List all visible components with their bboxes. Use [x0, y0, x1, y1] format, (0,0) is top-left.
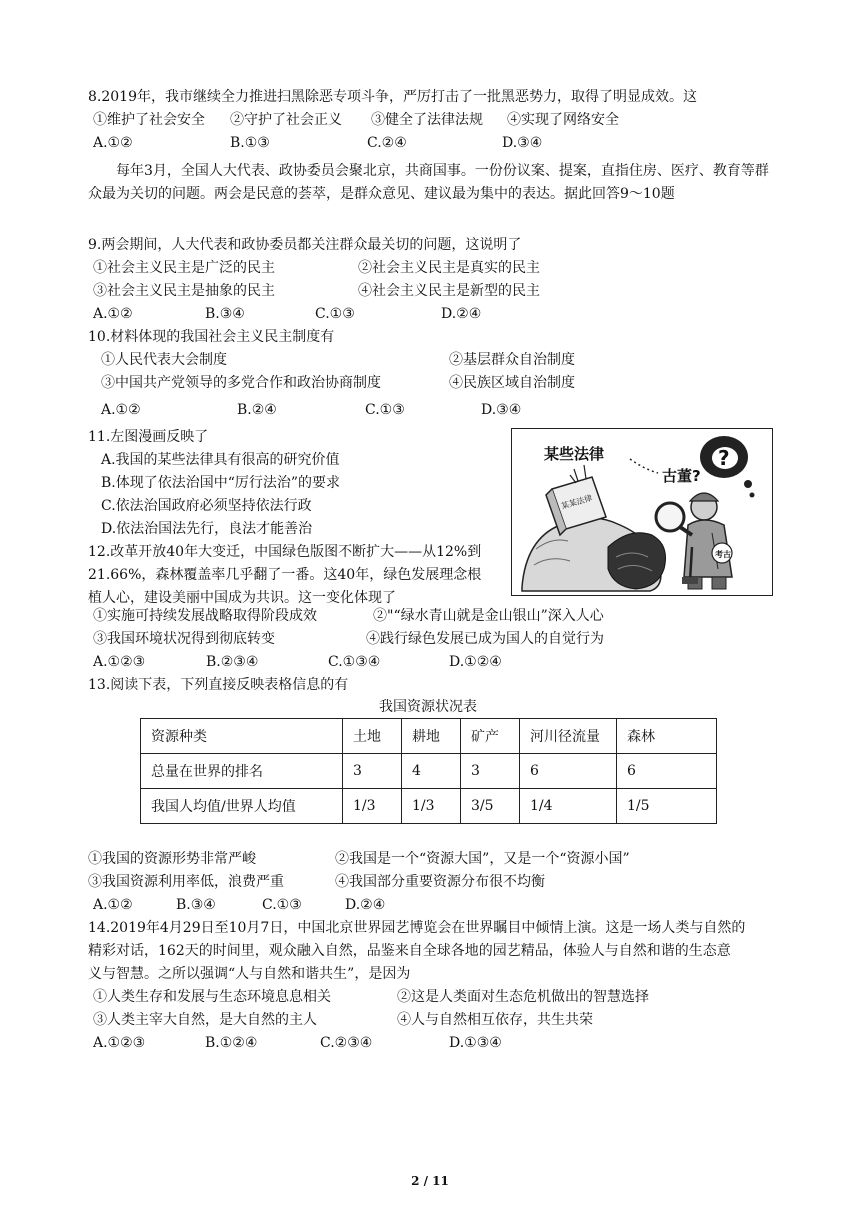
table-header-cell: 矿产 — [461, 719, 520, 754]
table-cell: 3 — [343, 754, 402, 789]
q11-choice-b: B.体现了依法治国中“厉行法治”的要求 — [101, 475, 341, 491]
table-header-cell: 土地 — [343, 719, 402, 754]
q13-option-1: ①我国的资源形势非常严峻 — [88, 851, 256, 867]
q12-stem-line-2: 21.66%，森林覆盖率几乎翻了一番。这40年，绿色发展理念根 — [88, 567, 482, 583]
question-mark-icon: ? — [718, 446, 730, 470]
q14-choice-b: B.①②④ — [205, 1035, 258, 1051]
q12-choice-a: A.①②③ — [93, 654, 146, 670]
q10-choice-a: A.①② — [101, 402, 141, 418]
table-row — [141, 754, 717, 789]
q13-option-4: ④我国部分重要资源分布很不均衡 — [335, 874, 545, 890]
q9-option-2: ②社会主义民主是真实的民主 — [358, 260, 540, 276]
q8-choice-d: D.③④ — [502, 135, 543, 151]
q9-option-4: ④社会主义民主是新型的民主 — [358, 283, 540, 299]
q14-option-4: ④人与自然相互依存，共生共荣 — [397, 1012, 593, 1028]
table-header-cell: 森林 — [617, 719, 717, 754]
q10-option-4: ④民族区域自治制度 — [449, 375, 575, 391]
q8-choice-b: B.①③ — [230, 135, 270, 151]
q12-option-4: ④践行绿色发展已成为国人的自觉行为 — [366, 631, 604, 647]
table-header-cell: 资源种类 — [141, 719, 343, 754]
table-row — [141, 789, 717, 824]
q10-choice-c: C.①③ — [365, 402, 405, 418]
table-cell: 我国人均值/世界人均值 — [141, 789, 343, 824]
q10-choice-d: D.③④ — [481, 402, 522, 418]
q9-option-1: ①社会主义民主是广泛的民主 — [93, 260, 275, 276]
q10-stem: 10.材料体现的我国社会主义民主制度有 — [88, 329, 335, 345]
q9-choice-a: A.①② — [93, 306, 133, 322]
q9-choice-c: C.①③ — [315, 306, 355, 322]
q8-option-2: ②守护了社会正义 — [230, 112, 342, 128]
resource-table — [140, 718, 717, 824]
q12-option-1: ①实施可持续发展战略取得阶段成效 — [93, 608, 317, 624]
q11-choice-a: A.我国的某些法律具有很高的研究价值 — [101, 452, 340, 468]
table-cell: 1/3 — [402, 789, 461, 824]
q9-stem: 9.两会期间，人大代表和政协委员都关注群众最关切的问题，这说明了 — [88, 237, 522, 253]
table-title: 我国资源状况表 — [379, 699, 477, 715]
q10-option-3: ③中国共产党领导的多党合作和政治协商制度 — [101, 375, 381, 391]
page-number: 2 / 11 — [411, 1174, 449, 1188]
q9-option-3: ③社会主义民主是抽象的民主 — [93, 283, 275, 299]
table-cell: 1/5 — [617, 789, 717, 824]
q9-choice-b: B.③④ — [205, 306, 245, 322]
table-cell: 3 — [461, 754, 520, 789]
q14-choice-c: C.②③④ — [320, 1035, 373, 1051]
q12-stem-line-1: 12.改革开放40年大变迁，中国绿色版图不断扩大——从12%到 — [88, 544, 482, 560]
q8-option-1: ①维护了社会安全 — [93, 112, 205, 128]
old-man-figure — [522, 518, 666, 591]
q13-choice-a: A.①② — [93, 897, 133, 913]
q14-choice-a: A.①②③ — [93, 1035, 146, 1051]
q14-option-2: ②这是人类面对生态危机做出的智慧选择 — [397, 989, 649, 1005]
q14-stem-line-3: 义与智慧。之所以强调“人与自然和谐共生”，是因为 — [88, 966, 411, 982]
q14-choice-d: D.①③④ — [449, 1035, 502, 1051]
q13-stem: 13.阅读下表，下列直接反映表格信息的有 — [88, 677, 349, 693]
q9-choice-d: D.②④ — [441, 306, 482, 322]
table-header-row — [141, 719, 717, 754]
table-cell: 总量在世界的排名 — [141, 754, 343, 789]
q8-choice-c: C.②④ — [367, 135, 407, 151]
q10-option-2: ②基层群众自治制度 — [449, 352, 575, 368]
cartoon-caption-right: 古董? — [662, 467, 701, 485]
table-cell: 6 — [520, 754, 617, 789]
table-cell: 6 — [617, 754, 717, 789]
q14-stem-line-1: 14.2019年4月29日至10月7日，中国北京世界园艺博览会在世界瞩目中倾情上演。这是一场人类与自然的 — [88, 920, 746, 936]
magnifier-icon — [656, 503, 692, 535]
q8-option-3: ③健全了法律法规 — [371, 112, 483, 128]
q8-option-4: ④实现了网络安全 — [507, 112, 619, 128]
cartoon-illustration — [511, 428, 773, 596]
q14-stem-line-2: 精彩对话，162天的时间里，观众融入自然，品鉴来自全球各地的园艺精品，体验人与自然和谐的生态意 — [88, 943, 731, 959]
table-header-cell: 耕地 — [402, 719, 461, 754]
q13-option-2: ②我国是一个“资源大国”，又是一个“资源小国” — [335, 851, 630, 867]
question-bubble — [700, 436, 755, 498]
q13-choice-b: B.③④ — [176, 897, 216, 913]
table-cell: 4 — [402, 754, 461, 789]
q12-option-3: ③我国环境状况得到彻底转变 — [93, 631, 275, 647]
table-header-cell: 河川径流量 — [520, 719, 617, 754]
table-cell: 1/4 — [520, 789, 617, 824]
q13-option-3: ③我国资源利用率低，浪费严重 — [88, 874, 284, 890]
law-book-label: 某某法律 — [560, 493, 594, 511]
table-cell: 3/5 — [461, 789, 520, 824]
q12-choice-c: C.①③④ — [328, 654, 381, 670]
cartoon-drawing — [512, 429, 771, 594]
q12-option-2: ②"“绿水青山就是金山银山”深入人心 — [373, 608, 604, 624]
q13-choice-d: D.②④ — [345, 897, 386, 913]
q11-choice-c: C.依法治国政府必须坚持依法行政 — [101, 498, 312, 514]
q10-option-1: ①人民代表大会制度 — [101, 352, 227, 368]
table-cell: 1/3 — [343, 789, 402, 824]
q13-choice-c: C.①③ — [262, 897, 302, 913]
q11-stem: 11.左图漫画反映了 — [88, 429, 209, 445]
q12-stem-line-3: 植人心，建设美丽中国成为共识。这一变化体现了 — [88, 590, 396, 606]
q12-choice-d: D.①②④ — [449, 654, 502, 670]
badge-label: 考古 — [715, 550, 731, 559]
q8-choice-a: A.①② — [93, 135, 133, 151]
q12-choice-b: B.②③④ — [206, 654, 259, 670]
q14-option-1: ①人类生存和发展与生态环境息息相关 — [93, 989, 331, 1005]
q11-choice-d: D.依法治国法先行，良法才能善治 — [101, 521, 313, 537]
cartoon-caption-left: 某些法律 — [544, 445, 605, 463]
q8-stem: 8.2019年，我市继续全力推进扫黑除恶专项斗争，严厉打击了一批黑恶势力，取得了明显成效。这 — [88, 89, 697, 105]
q10-choice-b: B.②④ — [237, 402, 277, 418]
intro-paragraph: 每年3月，全国人大代表、政协委员会聚北京，共商国事。一份份议案、提案，直指住房、医疗、教育等群众最为关切的问题。两会是民意的荟萃，是群众意见、建议最为集中的表达。据此回答9～10题 — [88, 163, 769, 202]
q14-option-3: ③人类主宰大自然，是大自然的主人 — [93, 1012, 317, 1028]
